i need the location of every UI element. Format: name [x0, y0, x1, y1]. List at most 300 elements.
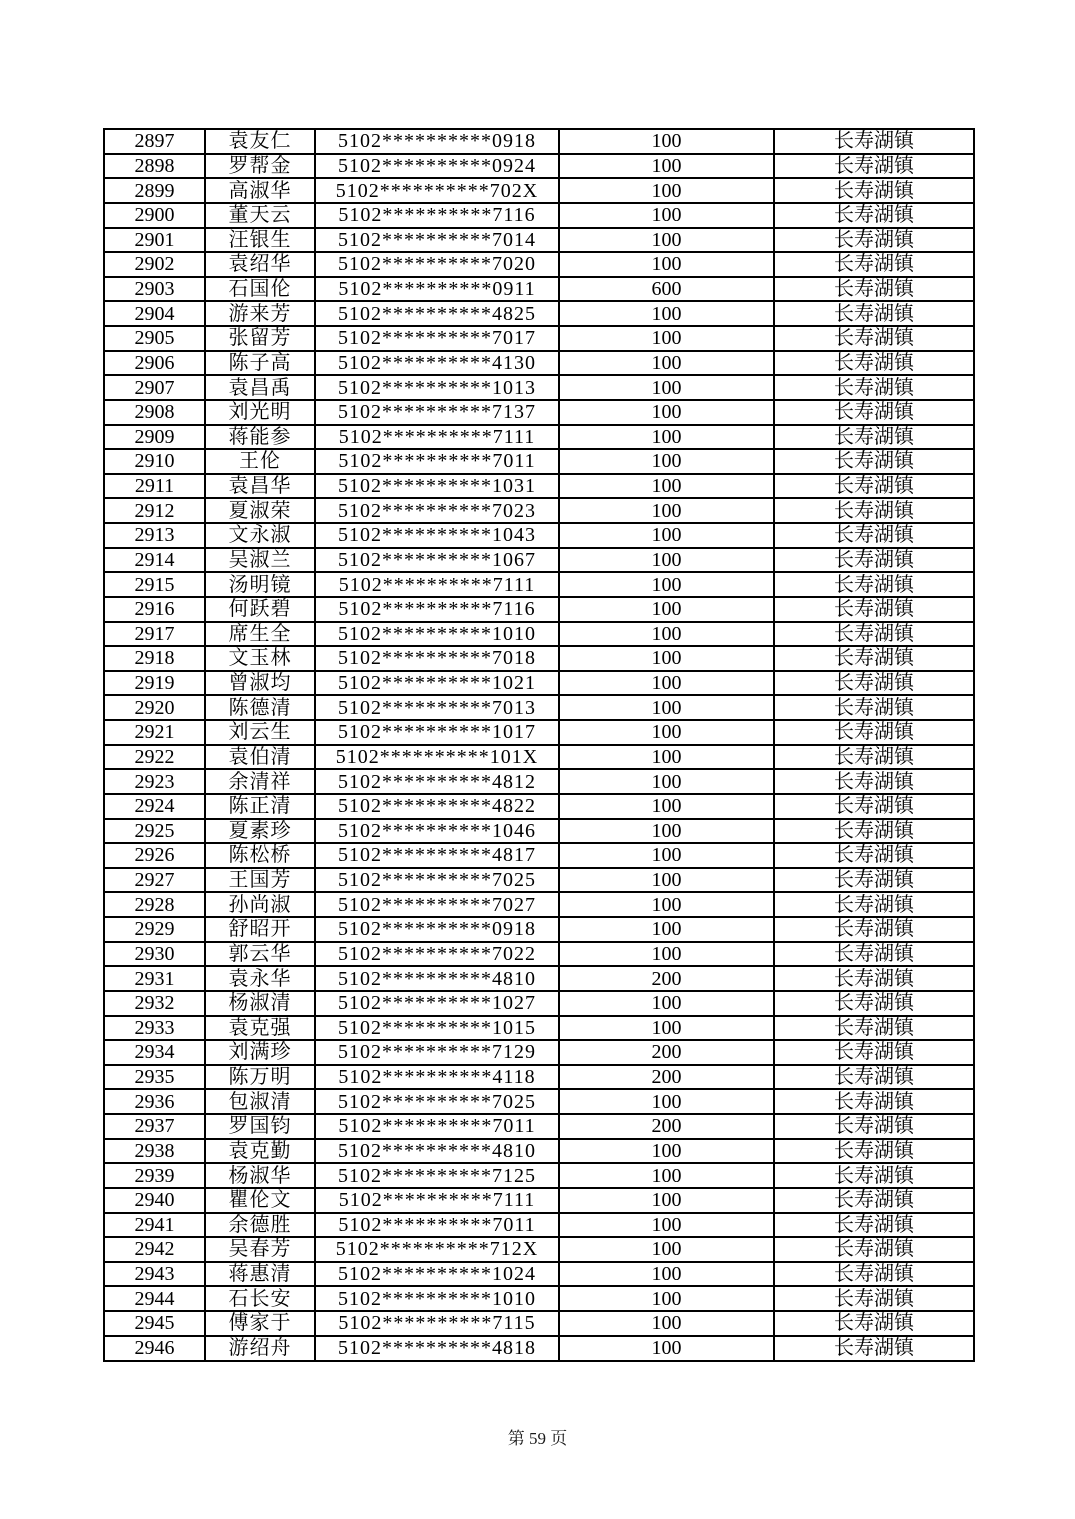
cell-person-name: 文玉林	[205, 646, 315, 671]
cell-row-number: 2897	[104, 129, 205, 154]
table-row	[104, 252, 974, 277]
cell-amount: 100	[559, 597, 774, 622]
cell-id-number: 5102**********1031	[315, 474, 559, 499]
cell-amount: 100	[559, 720, 774, 745]
cell-amount: 100	[559, 400, 774, 425]
cell-amount: 200	[559, 966, 774, 991]
cell-id-number: 5102**********4825	[315, 301, 559, 326]
cell-person-name: 舒昭开	[205, 917, 315, 942]
cell-person-name: 余清祥	[205, 769, 315, 794]
cell-town: 长寿湖镇	[774, 203, 974, 228]
cell-person-name: 杨淑清	[205, 991, 315, 1016]
cell-amount: 100	[559, 745, 774, 770]
cell-row-number: 2910	[104, 449, 205, 474]
cell-person-name: 游绍舟	[205, 1336, 315, 1361]
cell-person-name: 袁永华	[205, 966, 315, 991]
cell-amount: 100	[559, 843, 774, 868]
table-row	[104, 178, 974, 203]
cell-row-number: 2918	[104, 646, 205, 671]
cell-person-name: 高淑华	[205, 178, 315, 203]
cell-person-name: 袁伯清	[205, 745, 315, 770]
table-row	[104, 1262, 974, 1287]
cell-amount: 100	[559, 819, 774, 844]
cell-id-number: 5102**********4118	[315, 1065, 559, 1090]
cell-town: 长寿湖镇	[774, 572, 974, 597]
cell-id-number: 5102**********7129	[315, 1040, 559, 1065]
table-row	[104, 843, 974, 868]
table-row	[104, 228, 974, 253]
cell-row-number: 2906	[104, 351, 205, 376]
cell-town: 长寿湖镇	[774, 597, 974, 622]
cell-town: 长寿湖镇	[774, 843, 974, 868]
cell-row-number: 2900	[104, 203, 205, 228]
page-number-label: 第 59 页	[507, 1429, 568, 1448]
cell-person-name: 陈子高	[205, 351, 315, 376]
cell-id-number: 5102**********1046	[315, 819, 559, 844]
cell-town: 长寿湖镇	[774, 129, 974, 154]
cell-id-number: 5102**********1027	[315, 991, 559, 1016]
cell-row-number: 2942	[104, 1237, 205, 1262]
cell-person-name: 何跃碧	[205, 597, 315, 622]
cell-id-number: 5102**********4810	[315, 966, 559, 991]
cell-row-number: 2903	[104, 277, 205, 302]
cell-id-number: 5102**********7111	[315, 425, 559, 450]
cell-person-name: 杨淑华	[205, 1163, 315, 1188]
cell-person-name: 吴淑兰	[205, 548, 315, 573]
cell-id-number: 5102**********1024	[315, 1262, 559, 1287]
cell-amount: 100	[559, 326, 774, 351]
cell-row-number: 2946	[104, 1336, 205, 1361]
cell-town: 长寿湖镇	[774, 1114, 974, 1139]
cell-id-number: 5102**********7011	[315, 1213, 559, 1238]
table-row	[104, 745, 974, 770]
cell-row-number: 2934	[104, 1040, 205, 1065]
table-row	[104, 1213, 974, 1238]
cell-row-number: 2926	[104, 843, 205, 868]
cell-town: 长寿湖镇	[774, 1262, 974, 1287]
table-row	[104, 351, 974, 376]
cell-row-number: 2943	[104, 1262, 205, 1287]
subsidy-roster-table	[103, 128, 975, 1362]
cell-row-number: 2912	[104, 498, 205, 523]
cell-town: 长寿湖镇	[774, 228, 974, 253]
cell-row-number: 2925	[104, 819, 205, 844]
table-row	[104, 425, 974, 450]
cell-row-number: 2944	[104, 1286, 205, 1311]
cell-person-name: 石长安	[205, 1286, 315, 1311]
cell-id-number: 5102**********1015	[315, 1016, 559, 1041]
cell-person-name: 孙尚淑	[205, 892, 315, 917]
cell-town: 长寿湖镇	[774, 326, 974, 351]
cell-town: 长寿湖镇	[774, 868, 974, 893]
cell-row-number: 2930	[104, 942, 205, 967]
table-row	[104, 720, 974, 745]
cell-amount: 100	[559, 917, 774, 942]
cell-id-number: 5102**********7022	[315, 942, 559, 967]
table-row	[104, 498, 974, 523]
table-row	[104, 1139, 974, 1164]
table-row	[104, 572, 974, 597]
cell-person-name: 曾淑均	[205, 671, 315, 696]
table-row	[104, 1336, 974, 1361]
cell-town: 长寿湖镇	[774, 646, 974, 671]
cell-row-number: 2899	[104, 178, 205, 203]
cell-town: 长寿湖镇	[774, 523, 974, 548]
cell-town: 长寿湖镇	[774, 917, 974, 942]
cell-person-name: 袁昌禹	[205, 375, 315, 400]
table-row	[104, 375, 974, 400]
cell-town: 长寿湖镇	[774, 449, 974, 474]
cell-id-number: 5102**********7137	[315, 400, 559, 425]
cell-row-number: 2938	[104, 1139, 205, 1164]
cell-row-number: 2927	[104, 868, 205, 893]
table-row	[104, 868, 974, 893]
table-row	[104, 597, 974, 622]
cell-person-name: 蒋惠清	[205, 1262, 315, 1287]
cell-id-number: 5102**********7116	[315, 203, 559, 228]
table-row	[104, 1065, 974, 1090]
table-row	[104, 695, 974, 720]
cell-row-number: 2919	[104, 671, 205, 696]
cell-row-number: 2945	[104, 1311, 205, 1336]
cell-row-number: 2924	[104, 794, 205, 819]
table-row	[104, 326, 974, 351]
cell-row-number: 2920	[104, 695, 205, 720]
cell-id-number: 5102**********7111	[315, 572, 559, 597]
cell-amount: 100	[559, 794, 774, 819]
cell-amount: 100	[559, 769, 774, 794]
table-row	[104, 646, 974, 671]
cell-amount: 100	[559, 868, 774, 893]
cell-id-number: 5102**********1067	[315, 548, 559, 573]
table-row	[104, 917, 974, 942]
cell-amount: 100	[559, 498, 774, 523]
cell-id-number: 5102**********0911	[315, 277, 559, 302]
cell-amount: 100	[559, 375, 774, 400]
table-row	[104, 671, 974, 696]
table-row	[104, 400, 974, 425]
cell-person-name: 罗国钧	[205, 1114, 315, 1139]
cell-person-name: 张留芳	[205, 326, 315, 351]
cell-town: 长寿湖镇	[774, 1336, 974, 1361]
cell-town: 长寿湖镇	[774, 1286, 974, 1311]
cell-town: 长寿湖镇	[774, 1188, 974, 1213]
cell-amount: 100	[559, 942, 774, 967]
cell-person-name: 袁绍华	[205, 252, 315, 277]
cell-id-number: 5102**********1010	[315, 1286, 559, 1311]
cell-row-number: 2905	[104, 326, 205, 351]
cell-amount: 100	[559, 425, 774, 450]
table-row	[104, 1286, 974, 1311]
cell-amount: 100	[559, 1213, 774, 1238]
cell-person-name: 陈万明	[205, 1065, 315, 1090]
page-footer	[0, 1424, 1075, 1449]
cell-person-name: 汪银生	[205, 228, 315, 253]
table-row	[104, 892, 974, 917]
cell-amount: 100	[559, 351, 774, 376]
cell-town: 长寿湖镇	[774, 1016, 974, 1041]
cell-amount: 100	[559, 1188, 774, 1213]
cell-row-number: 2941	[104, 1213, 205, 1238]
cell-amount: 100	[559, 548, 774, 573]
cell-person-name: 王伦	[205, 449, 315, 474]
cell-amount: 100	[559, 1262, 774, 1287]
table-row	[104, 154, 974, 179]
cell-row-number: 2935	[104, 1065, 205, 1090]
cell-town: 长寿湖镇	[774, 351, 974, 376]
table-row	[104, 819, 974, 844]
table-row	[104, 1237, 974, 1262]
cell-id-number: 5102**********7111	[315, 1188, 559, 1213]
cell-row-number: 2908	[104, 400, 205, 425]
cell-id-number: 5102**********1010	[315, 622, 559, 647]
cell-person-name: 郭云华	[205, 942, 315, 967]
cell-row-number: 2923	[104, 769, 205, 794]
cell-person-name: 袁克勤	[205, 1139, 315, 1164]
cell-town: 长寿湖镇	[774, 400, 974, 425]
cell-town: 长寿湖镇	[774, 695, 974, 720]
cell-town: 长寿湖镇	[774, 622, 974, 647]
cell-row-number: 2940	[104, 1188, 205, 1213]
cell-person-name: 袁克强	[205, 1016, 315, 1041]
cell-id-number: 5102**********7125	[315, 1163, 559, 1188]
cell-person-name: 余德胜	[205, 1213, 315, 1238]
cell-id-number: 5102**********4130	[315, 351, 559, 376]
cell-amount: 100	[559, 301, 774, 326]
cell-id-number: 5102**********7011	[315, 1114, 559, 1139]
cell-amount: 100	[559, 671, 774, 696]
cell-row-number: 2904	[104, 301, 205, 326]
cell-town: 长寿湖镇	[774, 1139, 974, 1164]
cell-town: 长寿湖镇	[774, 301, 974, 326]
cell-town: 长寿湖镇	[774, 375, 974, 400]
cell-amount: 100	[559, 1163, 774, 1188]
cell-town: 长寿湖镇	[774, 1311, 974, 1336]
table-row	[104, 966, 974, 991]
cell-person-name: 包淑清	[205, 1089, 315, 1114]
cell-amount: 200	[559, 1114, 774, 1139]
cell-person-name: 刘云生	[205, 720, 315, 745]
cell-id-number: 5102**********7020	[315, 252, 559, 277]
cell-row-number: 2932	[104, 991, 205, 1016]
cell-id-number: 5102**********0918	[315, 917, 559, 942]
cell-amount: 200	[559, 1040, 774, 1065]
cell-amount: 100	[559, 646, 774, 671]
cell-row-number: 2917	[104, 622, 205, 647]
cell-town: 长寿湖镇	[774, 1163, 974, 1188]
cell-person-name: 袁昌华	[205, 474, 315, 499]
table-row	[104, 942, 974, 967]
cell-amount: 100	[559, 203, 774, 228]
table-row	[104, 794, 974, 819]
cell-town: 长寿湖镇	[774, 277, 974, 302]
cell-amount: 100	[559, 1336, 774, 1361]
cell-town: 长寿湖镇	[774, 942, 974, 967]
cell-person-name: 蒋能参	[205, 425, 315, 450]
cell-person-name: 夏素珍	[205, 819, 315, 844]
cell-person-name: 吴春芳	[205, 1237, 315, 1262]
cell-town: 长寿湖镇	[774, 671, 974, 696]
table-row	[104, 1114, 974, 1139]
cell-amount: 200	[559, 1065, 774, 1090]
cell-row-number: 2909	[104, 425, 205, 450]
cell-id-number: 5102**********7023	[315, 498, 559, 523]
table-row	[104, 1311, 974, 1336]
cell-id-number: 5102**********0918	[315, 129, 559, 154]
cell-id-number: 5102**********1021	[315, 671, 559, 696]
cell-person-name: 席生全	[205, 622, 315, 647]
table-row	[104, 1089, 974, 1114]
cell-id-number: 5102**********7014	[315, 228, 559, 253]
cell-town: 长寿湖镇	[774, 252, 974, 277]
cell-row-number: 2937	[104, 1114, 205, 1139]
cell-id-number: 5102**********7013	[315, 695, 559, 720]
cell-amount: 100	[559, 252, 774, 277]
table-row	[104, 1188, 974, 1213]
cell-amount: 100	[559, 178, 774, 203]
cell-person-name: 陈正清	[205, 794, 315, 819]
table-row	[104, 129, 974, 154]
cell-town: 长寿湖镇	[774, 425, 974, 450]
cell-id-number: 5102**********4817	[315, 843, 559, 868]
cell-town: 长寿湖镇	[774, 966, 974, 991]
table-row	[104, 277, 974, 302]
cell-id-number: 5102**********4818	[315, 1336, 559, 1361]
cell-row-number: 2916	[104, 597, 205, 622]
cell-town: 长寿湖镇	[774, 991, 974, 1016]
cell-amount: 100	[559, 228, 774, 253]
cell-id-number: 5102**********0924	[315, 154, 559, 179]
cell-person-name: 董天云	[205, 203, 315, 228]
cell-person-name: 瞿伦文	[205, 1188, 315, 1213]
cell-amount: 100	[559, 1311, 774, 1336]
table-row	[104, 548, 974, 573]
cell-person-name: 王国芳	[205, 868, 315, 893]
cell-row-number: 2907	[104, 375, 205, 400]
table-row	[104, 1040, 974, 1065]
cell-id-number: 5102**********4812	[315, 769, 559, 794]
table-body	[104, 129, 974, 1361]
cell-amount: 100	[559, 154, 774, 179]
cell-id-number: 5102**********7011	[315, 449, 559, 474]
cell-row-number: 2931	[104, 966, 205, 991]
cell-amount: 100	[559, 1237, 774, 1262]
cell-amount: 600	[559, 277, 774, 302]
cell-town: 长寿湖镇	[774, 1065, 974, 1090]
cell-town: 长寿湖镇	[774, 1213, 974, 1238]
cell-id-number: 5102**********4810	[315, 1139, 559, 1164]
cell-person-name: 游来芳	[205, 301, 315, 326]
cell-id-number: 5102**********4822	[315, 794, 559, 819]
cell-amount: 100	[559, 1286, 774, 1311]
table-row	[104, 474, 974, 499]
cell-id-number: 5102**********7115	[315, 1311, 559, 1336]
cell-town: 长寿湖镇	[774, 474, 974, 499]
cell-person-name: 罗帮金	[205, 154, 315, 179]
cell-row-number: 2936	[104, 1089, 205, 1114]
cell-amount: 100	[559, 474, 774, 499]
table-row	[104, 1163, 974, 1188]
cell-town: 长寿湖镇	[774, 720, 974, 745]
cell-id-number: 5102**********1013	[315, 375, 559, 400]
cell-row-number: 2901	[104, 228, 205, 253]
cell-amount: 100	[559, 622, 774, 647]
table-row	[104, 301, 974, 326]
cell-row-number: 2921	[104, 720, 205, 745]
cell-amount: 100	[559, 1016, 774, 1041]
cell-amount: 100	[559, 129, 774, 154]
cell-person-name: 汤明镜	[205, 572, 315, 597]
cell-row-number: 2915	[104, 572, 205, 597]
cell-id-number: 5102**********101X	[315, 745, 559, 770]
cell-town: 长寿湖镇	[774, 178, 974, 203]
cell-town: 长寿湖镇	[774, 819, 974, 844]
cell-person-name: 陈松桥	[205, 843, 315, 868]
cell-id-number: 5102**********7025	[315, 868, 559, 893]
cell-amount: 100	[559, 449, 774, 474]
cell-person-name: 陈德清	[205, 695, 315, 720]
cell-id-number: 5102**********702X	[315, 178, 559, 203]
table-row	[104, 1016, 974, 1041]
cell-id-number: 5102**********7025	[315, 1089, 559, 1114]
cell-person-name: 石国伦	[205, 277, 315, 302]
table-row	[104, 203, 974, 228]
cell-id-number: 5102**********1043	[315, 523, 559, 548]
cell-town: 长寿湖镇	[774, 1040, 974, 1065]
cell-person-name: 袁友仁	[205, 129, 315, 154]
cell-id-number: 5102**********1017	[315, 720, 559, 745]
cell-person-name: 夏淑荣	[205, 498, 315, 523]
table-row	[104, 769, 974, 794]
cell-person-name: 傅家于	[205, 1311, 315, 1336]
cell-row-number: 2898	[104, 154, 205, 179]
cell-town: 长寿湖镇	[774, 794, 974, 819]
cell-row-number: 2911	[104, 474, 205, 499]
cell-town: 长寿湖镇	[774, 154, 974, 179]
cell-row-number: 2929	[104, 917, 205, 942]
table-row	[104, 622, 974, 647]
table-row	[104, 449, 974, 474]
cell-row-number: 2913	[104, 523, 205, 548]
cell-row-number: 2902	[104, 252, 205, 277]
cell-town: 长寿湖镇	[774, 1089, 974, 1114]
cell-row-number: 2914	[104, 548, 205, 573]
cell-person-name: 刘满珍	[205, 1040, 315, 1065]
cell-row-number: 2922	[104, 745, 205, 770]
cell-amount: 100	[559, 1139, 774, 1164]
cell-id-number: 5102**********7116	[315, 597, 559, 622]
cell-id-number: 5102**********7027	[315, 892, 559, 917]
cell-town: 长寿湖镇	[774, 745, 974, 770]
cell-town: 长寿湖镇	[774, 769, 974, 794]
cell-row-number: 2933	[104, 1016, 205, 1041]
cell-amount: 100	[559, 1089, 774, 1114]
table-row	[104, 523, 974, 548]
cell-amount: 100	[559, 572, 774, 597]
cell-id-number: 5102**********7018	[315, 646, 559, 671]
cell-amount: 100	[559, 892, 774, 917]
cell-id-number: 5102**********7017	[315, 326, 559, 351]
cell-row-number: 2928	[104, 892, 205, 917]
cell-person-name: 文永淑	[205, 523, 315, 548]
cell-town: 长寿湖镇	[774, 498, 974, 523]
cell-row-number: 2939	[104, 1163, 205, 1188]
cell-town: 长寿湖镇	[774, 548, 974, 573]
cell-town: 长寿湖镇	[774, 892, 974, 917]
cell-amount: 100	[559, 523, 774, 548]
cell-amount: 100	[559, 991, 774, 1016]
table-row	[104, 991, 974, 1016]
